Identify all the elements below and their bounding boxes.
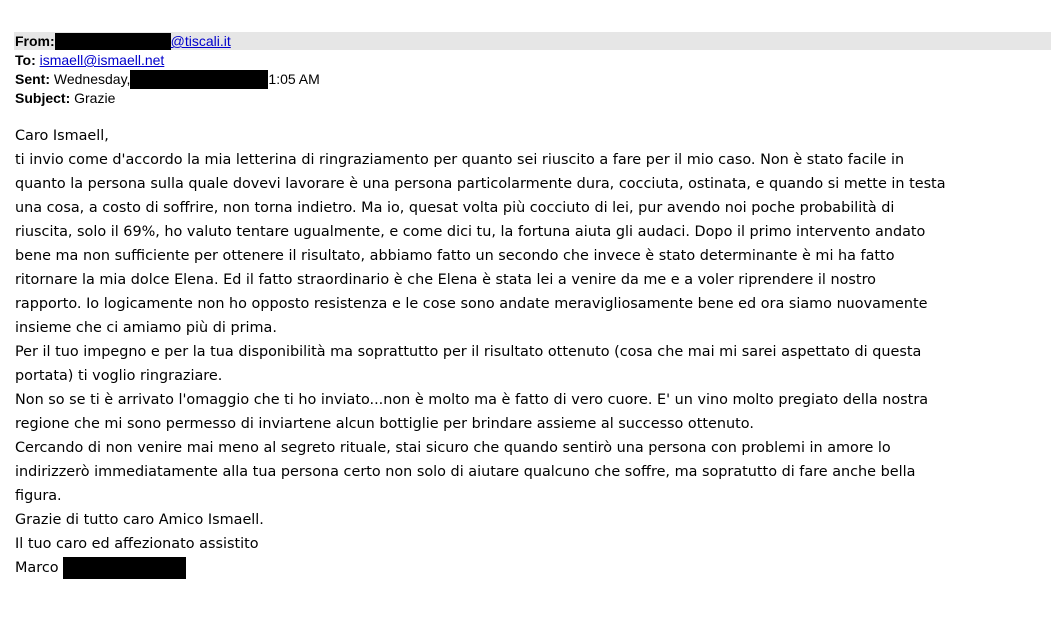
subject-value: Grazie [74, 90, 116, 106]
redacted-surname [63, 557, 186, 579]
body-line: ti invio come d'accordo la mia letterina di ringraziamento per quanto sei riuscito a fare per il mio caso. Non è stato facile in [15, 152, 905, 168]
to-row [15, 51, 164, 70]
body-line: indirizzerò immediatamente alla tua persona certo non solo di aiutare qualcuno che soffre, ma sopratutto di fare anche bella [15, 464, 916, 480]
sent-day: Wednesday, [53, 71, 131, 87]
body-line: quanto la persona sulla quale dovevi lavorare è una persona particolarmente dura, cocciuta, ostinata, e quando si mette in testa [15, 176, 946, 192]
redacted-from-name [55, 33, 171, 50]
email-body [15, 124, 1055, 580]
from-row [15, 32, 231, 51]
body-line: figura. [15, 488, 62, 504]
body-line: bene ma non sufficiente per ottenere il risultato, abbiamo fatto un secondo che invece è stato determinante è mi ha fatto [15, 248, 895, 264]
sent-time: 1:05 AM [268, 71, 320, 87]
body-line: Caro Ismaell, [15, 128, 109, 144]
body-line: Grazie di tutto caro Amico Ismaell. [15, 512, 264, 528]
redacted-sent-date [130, 70, 268, 89]
body-line: ritornare la mia dolce Elena. Ed il fatto straordinario è che Elena è stata lei a venire da me e a voler riprendere il nostro [15, 272, 876, 288]
body-line: riuscita, solo il 69%, ho valuto tentare ugualmente, e come dici tu, la fortuna aiuta gli audaci. Dopo il primo intervento andato [15, 224, 926, 240]
body-line: una cosa, a costo di soffrire, non torna indietro. Ma io, quesat volta più cocciuto di lei, pur avendo noi poche probabilità di [15, 200, 895, 216]
subject-label: Subject: [15, 90, 71, 106]
body-line: regione che mi sono permesso di inviartene alcun bottiglie per brindare assieme al successo ottenuto. [15, 416, 754, 432]
body-line: Non so se ti è arrivato l'omaggio che ti ho inviato...non è molto ma è fatto di vero cuore. E' un vino molto pregiato della nostra [15, 392, 929, 408]
body-line: portata) ti voglio ringraziare. [15, 368, 223, 384]
sent-label: Sent: [15, 71, 50, 87]
body-line: insieme che ci amiamo più di prima. [15, 320, 277, 336]
body-line: Cercando di non venire mai meno al segreto rituale, stai sicuro che quando sentirò una persona con problemi in amore lo [15, 440, 891, 456]
body-line: Il tuo caro ed affezionato assistito [15, 536, 259, 552]
body-line: Per il tuo impegno e per la tua disponibilità ma soprattutto per il risultato ottenuto (cosa che mai mi sarei aspettato di questa [15, 344, 922, 360]
from-email-link[interactable]: @tiscali.it [170, 33, 231, 49]
to-label: To: [15, 52, 36, 68]
signature-name: Marco [15, 560, 59, 576]
body-line: rapporto. Io logicamente non ho opposto resistenza e le cose sono andate meravigliosamente bene ed ora siamo nuovamente [15, 296, 928, 312]
to-email-link[interactable]: ismaell@ismaell.net [39, 52, 165, 68]
from-label: From: [15, 33, 55, 49]
sent-row [15, 70, 320, 89]
signature-line [15, 556, 1055, 580]
subject-row [15, 89, 115, 108]
